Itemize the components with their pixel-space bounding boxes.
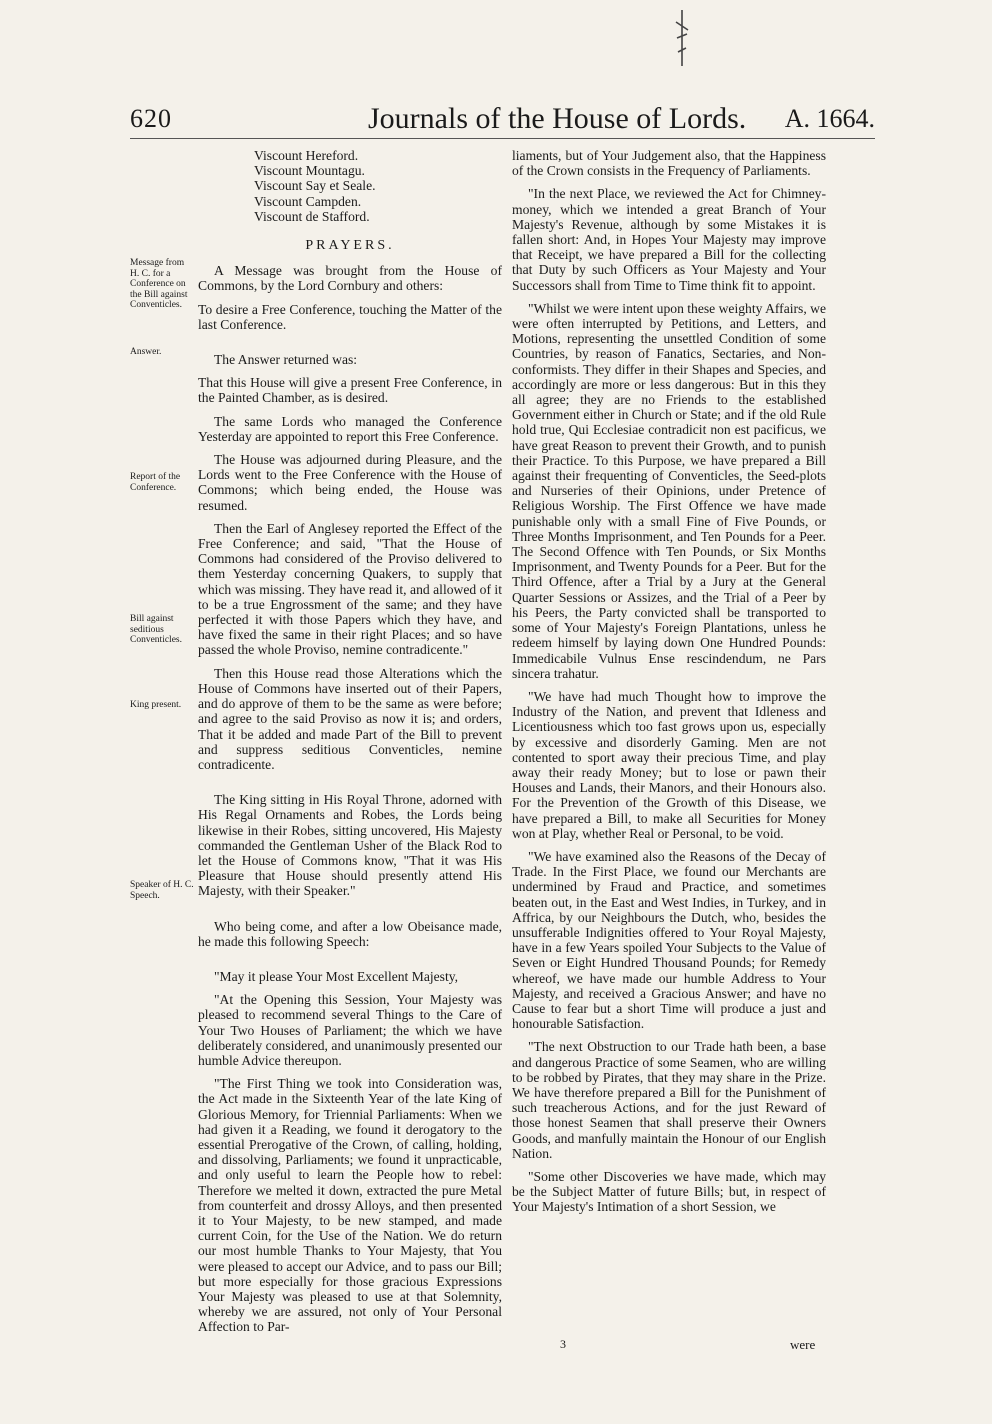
paragraph: The King sitting in His Royal Throne, adorned with His Regal Ornaments and Robes, the Lords being likewise in their Robes, sitting uncovered, His Majesty commanded the Gentleman Usher of the Black Rod to let the House of Commons know, "That it was His Pleasure that House should presently attend His Majesty, with their Speaker." bbox=[198, 792, 502, 899]
margin-note-report: Report of the Conference. bbox=[130, 472, 181, 493]
viscount-list bbox=[254, 148, 502, 224]
page-year: A. 1664. bbox=[784, 104, 875, 133]
paragraph: "The next Obstruction to our Trade hath been, a base and dangerous Practice of some Seamen, who are willing to be robbed by Pirates, that they may share in the Prize. We have therefore prepared a Bill for the Punishment of such treacherous Actions, and for the just Reward of those honest Seamen that shall preserve their Owners Goods, and manfully maintain the Honour of our English Nation. bbox=[512, 1039, 826, 1161]
paragraph: "Whilst we were intent upon these weighty Affairs, we were often interrupted by Petitions, and Letters, and Motions, representing the unsettled Condition of some Countries, by reason of Fanatics, Sectaries, and Non-conformists. They differ in their Shapes and Species, and accordingly are more or less dangerous: But in this they all agree; they are no Friends to the established Government either in Church or State; and if the old Rule hold true, Qui Ecclesiae contradicit non est pacificus, we have great Reason to prevent their Growth, and to punish their Practice. To this Purpose, we have prepared a Bill against their frequenting of Conventicles, the Seed-plots and Nurseries of their Opinions, under Pretence of Religious Worship. The First Offence we have made punishable only with a small Fine of Five Pounds, or Three Months Imprisonment, and Ten Pounds for a Peer. The Second Offence with Ten Pounds, or Six Months Imprisonment, and Twenty Pounds for a Peer. But for the Third Offence, after a Trial by a Jury at the General Quarter Sessions or Assizes, and the Trial of a Peer by his Peers, the Party convicted shall be transported to some of Your Majesty's Foreign Plantations, unless he redeem himself by laying down One Hundred Pounds: Immedicabile Vulnus Ense rescindendum, ne Pars sincera trahatur. bbox=[512, 300, 826, 681]
paragraph: Who being come, and after a low Obeisance made, he made this following Speech: bbox=[198, 918, 502, 949]
list-item: Viscount Say et Seale. bbox=[254, 178, 376, 194]
paragraph: The House was adjourned during Pleasure, and the Lords went to the Free Conference with the House of Commons; which being ended, the House was resumed. bbox=[198, 452, 502, 513]
margin-note-speaker: Speaker of H. C. Speech. bbox=[130, 880, 194, 901]
paragraph: The same Lords who managed the Conference Yesterday are appointed to report this Free Conference. bbox=[198, 413, 502, 444]
list-item: Viscount Mountagu. bbox=[254, 163, 365, 179]
margin-note-message: Message from H. C. for a Conference on the Bill against Conventicles. bbox=[130, 258, 188, 310]
paragraph: To desire a Free Conference, touching the Matter of the last Conference. bbox=[198, 301, 502, 332]
page-title: Journals of the House of Lords. bbox=[368, 102, 747, 135]
paragraph: liaments, but of Your Judgement also, that the Happiness of the Crown consists in the Frequency of Parliaments. bbox=[512, 148, 826, 179]
margin-note-bill: Bill against seditious Conventicles. bbox=[130, 614, 182, 645]
catchword: were bbox=[790, 1337, 816, 1352]
list-item: Viscount Campden. bbox=[254, 193, 362, 209]
paragraph: "At the Opening this Session, Your Majesty was pleased to recommend several Things to the Care of Your Two Houses of Parliament; the which we have deliberately considered, and unanimously presented our humble Advice thereupon. bbox=[198, 992, 502, 1068]
paragraph: "In the next Place, we reviewed the Act for Chimney-money, which we intended a great Branch of Your Majesty's Revenue, although by some Mistakes it is fallen short: And, in Hopes Your Majesty may improve that Receipt, we have prepared a Bill for the collecting that Duty by such Officers as Your Majesty and Your Successors shall from Time to Time think fit to appoint. bbox=[512, 186, 826, 293]
margin-note-answer: Answer. bbox=[130, 347, 162, 357]
paragraph: Then the Earl of Anglesey reported the Effect of the Free Conference; and said, "That the House of Commons had considered of the Proviso delivered to them Yesterday concerning Quakers, to supply that which was missing. They have read it, and allowed of it to be a true Engrossment of the same; and they have perfected it with those Papers which they have, and have fixed the same in their right Places; and so have passed the whole Proviso, nemine contradicente." bbox=[198, 520, 502, 658]
page-header bbox=[130, 96, 875, 136]
header-rule bbox=[130, 138, 875, 139]
paragraph: "May it please Your Most Excellent Majesty, bbox=[214, 968, 459, 984]
list-item: Viscount de Stafford. bbox=[254, 208, 370, 224]
right-column bbox=[512, 148, 826, 1223]
left-column bbox=[198, 148, 502, 1343]
paragraph: "Some other Discoveries we have made, which may be the Subject Matter of future Bills; but, in respect of Your Majesty's Intimation of a short Session, we bbox=[512, 1169, 826, 1215]
paragraph: "The First Thing we took into Consideration was, the Act made in the Sixteenth Year of the late King of Glorious Memory, for Triennial Parliaments: When we had given it a Reading, we found it derogatory to the essential Prerogative of the Crown, of calling, holding, and dissolving, Parliaments; we found it unpracticable, and only useful to learn the People how to rebel: Therefore we melted it down, extracted the pure Metal from counterfeit and drossy Alloys, and then presented it to Your Majesty, to be new stamped, and made current Coin, for the Use of the Nation. We do return our most humble Thanks to Your Majesty, that You were pleased to accept our Advice, and to pass our Bill; but more especially for those gracious Expressions Your Majesty was pleased to use at that Solemnity, whereby we are assured, not only of Your Personal Affection to Par- bbox=[198, 1076, 502, 1335]
margin-note-king-present: King present. bbox=[130, 700, 182, 710]
signature-mark: 3 bbox=[560, 1337, 566, 1351]
paragraph: That this House will give a present Free Conference, in the Painted Chamber, as is desired. bbox=[198, 375, 502, 406]
paragraph: "We have examined also the Reasons of the Decay of Trade. In the First Place, we found our Merchants are undermined by Fraud and Practice, and sometimes beaten out, in the East and West Indies, in Turkey, and in Affrica, by our Neighbours the Dutch, who, besides the unsufferable Indignities offered to Your Royal Majesty, have in a few Years spoiled Your Subjects to the Value of Seven or Eight Hundred Thousand Pounds; for Remedy whereof, we have made our humble Address to Your Majesty, and received a Gracious Answer; and have no Cause to fear but a short Time will produce a just and honourable Satisfaction. bbox=[512, 848, 826, 1032]
paragraph: Then this House read those Alterations which the House of Commons have inserted out of their Papers, and do approve of them to be the same as were before; and agree to the said Proviso as now it is; and orders, That it be added and made Part of the Bill to prevent and suppress seditious Conventicles, nemine contradicente. bbox=[198, 665, 502, 772]
paragraph: "We have had much Thought how to improve the Industry of the Nation, and prevent that Idleness and Licentiousness which too fast grows upon us, especially by excessive and disorderly Gaming. Men are not contented to sport away their precious Time, and play away their ready Money; but to lose or pawn their Houses and Lands, their Manors, and their Honours also. For the Prevention of the Growth of this Disease, we have prepared a Bill, to make all Securities for Money won at Play, whether Real or Personal, to be void. bbox=[512, 688, 826, 841]
list-item: Viscount Hereford. bbox=[254, 148, 359, 163]
paragraph: The Answer returned was: bbox=[214, 352, 358, 368]
prayers-heading: PRAYERS. bbox=[305, 238, 395, 254]
page-number: 620 bbox=[130, 104, 172, 133]
ornament-mark bbox=[672, 8, 692, 68]
paragraph: A Message was brought from the House of Commons, by the Lord Cornbury and others: bbox=[198, 263, 502, 294]
